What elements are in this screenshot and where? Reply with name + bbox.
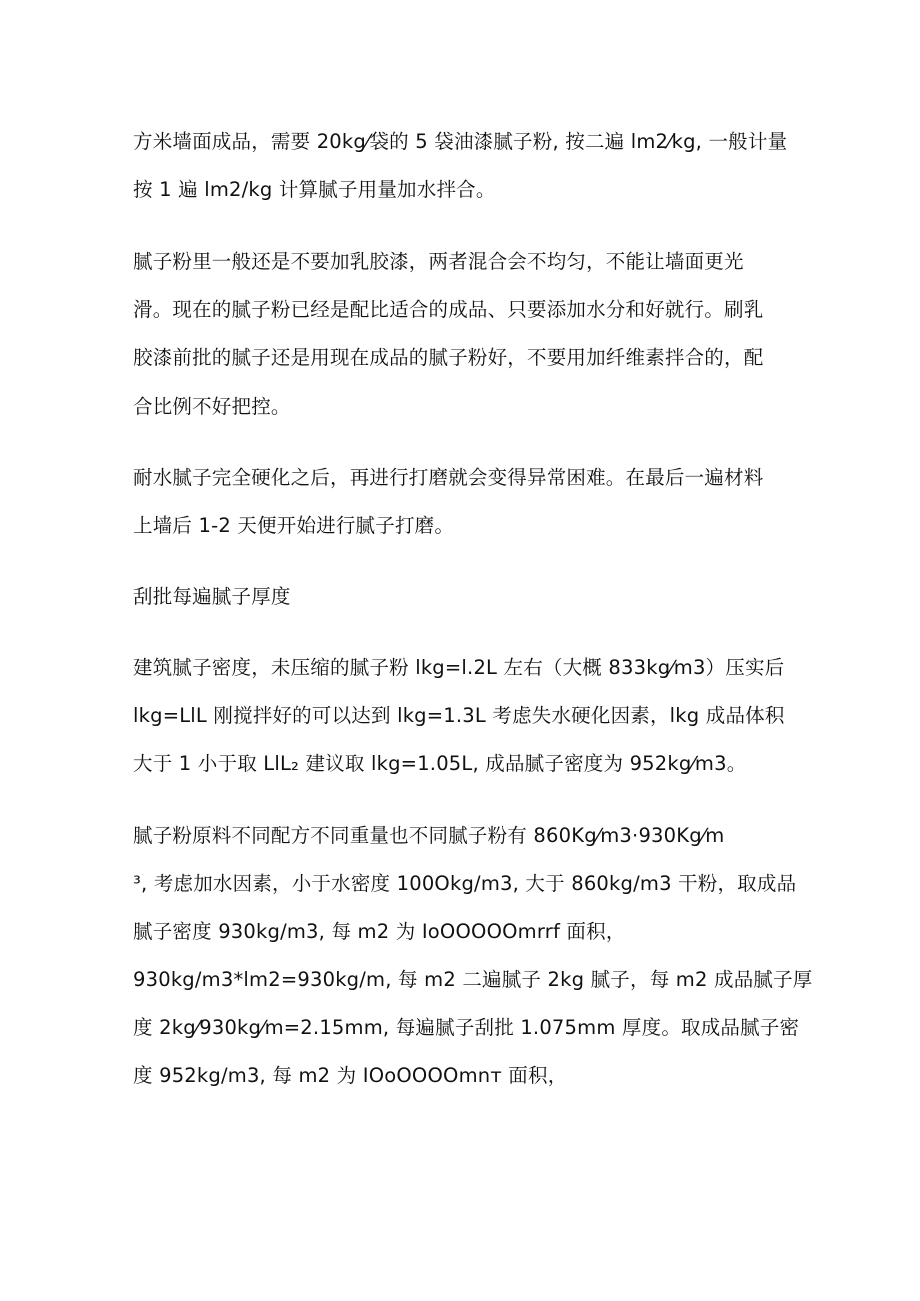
paragraph-5-line-6: 度 952kg/m3, 每 m2 为 IOoOOOOmnт 面积， [133,1064,568,1087]
paragraph-2-line-4: 合比例不好把控。 [133,395,291,418]
paragraph-3-line-1: 耐水腻子完全硬化之后，再进行打磨就会变得异常困难。在最后一遍材料 [133,466,764,489]
paragraph-2-line-3: 胶漆前批的腻子还是用现在成品的腻子粉好，不要用加纤维素拌合的，配 [133,346,764,369]
paragraph-4-line-1: 建筑腻子密度，未压缩的腻子粉 lkg=l.2L 左右（大概 833kg⁄m3）压实后 [133,656,785,679]
paragraph-1-line-2: 按 1 遍 lm2/kg 计算腻子用量加水拌合。 [133,178,496,201]
paragraph-4-line-2: lkg=LlL 刚搅拌好的可以达到 lkg=1.3L 考虑失水硬化因素，lkg 成品体积 [133,704,785,727]
paragraph-5-line-4: 930kg/m3*lm2=930kg/m, 每 m2 二遍腻子 2kg 腻子，每 m2 成品腻子厚 [133,968,813,991]
paragraph-5-line-3: 腻子密度 930kg/m3, 每 m2 为 IoOOOOOmrrf 面积， [133,920,626,943]
paragraph-4-line-3: 大于 1 小于取 LlL₂ 建议取 lkg=1.05L, 成品腻子密度为 952kg⁄m3。 [133,752,747,775]
paragraph-2-line-2: 滑。现在的腻子粉已经是配比适合的成品、只要添加水分和好就行。刷乳 [133,298,764,321]
paragraph-5-line-2: ³, 考虑加水因素，小于水密度 100Okg/m3, 大于 860kg/m3 干粉，取成品 [133,872,797,895]
paragraph-3-line-2: 上墙后 1-2 天便开始进行腻子打磨。 [133,514,455,537]
paragraph-5-line-1: 腻子粉原料不同配方不同重量也不同腻子粉有 860Kg⁄m3·930Kg⁄m [133,824,725,847]
paragraph-1-line-1: 方米墙面成品，需要 20kg⁄袋的 5 袋油漆腻子粉, 按二遍 lm2⁄kg, 一般计量 [133,130,788,153]
paragraph-2-line-1: 腻子粉里一般还是不要加乳胶漆，两者混合会不均匀，不能让墙面更光 [133,250,744,273]
paragraph-5-line-5: 度 2kg⁄930kg⁄m=2.15mm, 每遍腻子刮批 1.075mm 厚度。取成品腻子密 [133,1016,800,1039]
section-heading: 刮批每遍腻子厚度 [133,585,291,608]
